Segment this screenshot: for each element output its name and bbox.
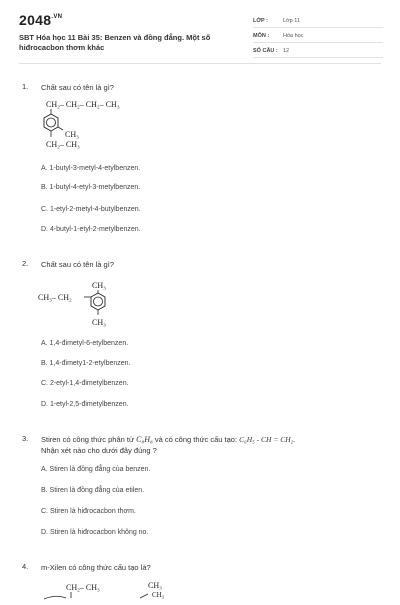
option-a[interactable]: A. 1-butyl-3-metyl-4-etylbenzen. (41, 165, 141, 172)
formula-methyl-side: CH₃ (152, 591, 165, 599)
formula-methyl-top: CH₃ (148, 581, 162, 590)
header-divider (19, 63, 381, 64)
question-text: Chất sau có tên là gì? (41, 260, 114, 269)
option-b[interactable]: B. Stiren là đồng đẳng của etilen. (41, 487, 145, 494)
option-d[interactable]: D. 1-etyl-2,5-đimetylbenzen. (41, 401, 129, 408)
meta-label: LỚP : (253, 17, 268, 24)
structure-formula-2 (36, 278, 156, 343)
option-a[interactable]: A. 1,4-đimetyl-6-etylbenzen. (41, 340, 129, 347)
question-text-part: Stiren có công thức phân tử (41, 435, 135, 444)
logo-text: 2048 (19, 12, 52, 28)
option-a[interactable]: A. Stiren là đồng đẳng của benzen. (41, 466, 151, 473)
option-d[interactable]: D. 4-butyl-1-etyl-2-metylbenzen. (41, 226, 141, 233)
document-title: SBT Hóa học 11 Bài 35: Benzen và đồng đẳng. Một số hiđrocacbon thơm khác (19, 33, 211, 52)
formula-sub-methyl: CH₃ (65, 130, 79, 139)
meta-class-row (253, 14, 383, 28)
option-c[interactable]: C. Stiren là hiđrocacbon thơm. (41, 508, 136, 515)
document-meta (253, 14, 383, 59)
option-b[interactable]: B. 1,4-đimety1-2-etylbenzen. (41, 360, 131, 367)
formula-left-ethyl: CH₃– CH₂ (38, 293, 72, 302)
structural-formula: C₆H₅ - CH = CH₂. (239, 435, 296, 444)
meta-label: SỐ CÂU : (253, 47, 278, 54)
xylene-structures (44, 580, 204, 600)
logo-suffix: .VN (51, 14, 63, 20)
structure-formula-1 (40, 97, 160, 162)
benzene-structure (40, 97, 160, 157)
meta-count-row (253, 44, 383, 58)
question-number: 2. (22, 259, 29, 268)
question-number: 3. (22, 434, 29, 443)
site-logo[interactable] (19, 12, 62, 28)
benzene-structure (36, 278, 156, 338)
question-number: 4. (22, 562, 29, 571)
question-text-line2: Nhận xét nào cho dưới đây đúng ? (41, 446, 157, 455)
question-text-part: và có công thức cấu tạo: (154, 435, 238, 444)
meta-label: MÔN : (253, 32, 270, 39)
question-text: m-Xilen có công thức cấu tạo là? (41, 563, 151, 572)
meta-value: Hóa học (283, 32, 304, 39)
option-d[interactable]: D. Stiren là hiđrocacbon không no. (41, 529, 149, 536)
formula-top-methyl: CH₃ (92, 281, 106, 290)
option-c[interactable]: C. 1-etyl-2-metyl-4-butylbenzen. (41, 206, 141, 213)
formula-bottom-methyl: CH₃ (92, 318, 106, 327)
formula-chain: CH₂– CH₂– CH₂– CH₃ (46, 100, 120, 109)
meta-value: 12 (283, 47, 290, 54)
meta-value: Lớp 11 (283, 17, 300, 24)
molecular-formula: C₈H₈ (136, 435, 153, 444)
question-number: 1. (22, 82, 29, 91)
question-text: Chất sau có tên là gì? (41, 83, 114, 92)
formula-ethyl: CH₂– CH₃ (66, 583, 100, 592)
option-b[interactable]: B. 1-butyl-4-etyl-3-metylbenzen. (41, 184, 141, 191)
meta-subject-row (253, 29, 383, 43)
structure-formulas-4 (44, 580, 204, 605)
formula-sub-ethyl: CH₂– CH₃ (46, 140, 80, 149)
option-c[interactable]: C. 2-etyl-1,4-đimetylbenzen. (41, 380, 129, 387)
question-text (41, 434, 381, 456)
